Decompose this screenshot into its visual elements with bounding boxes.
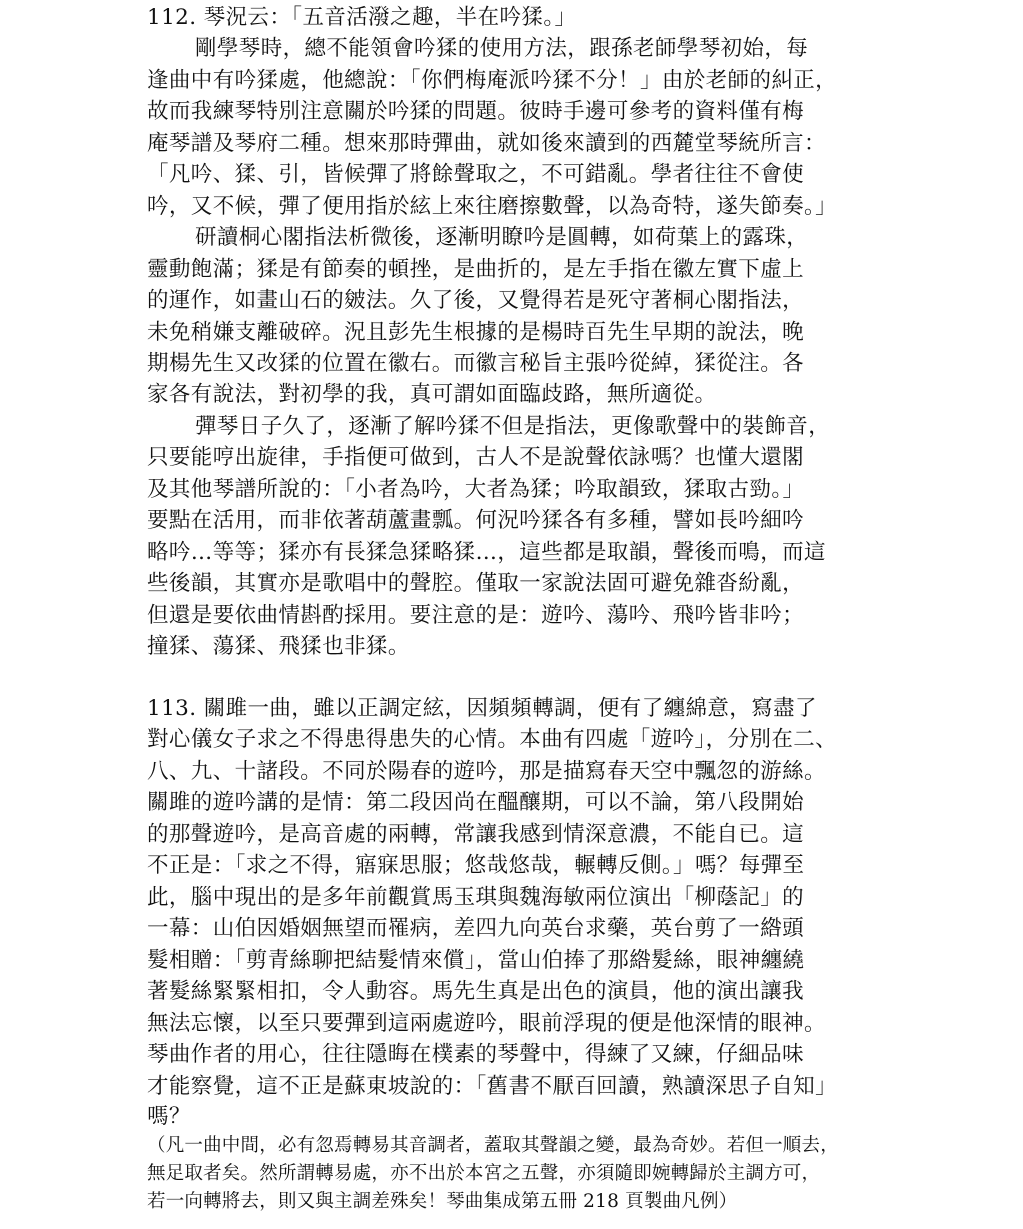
paragraph-line: 未免稍嫌支離破碎。況且彭先生根據的是楊時百先生早期的說法，晚 xyxy=(147,320,805,345)
note-line: 無足取者矣。然所謂轉易處，亦不出於本宮之五聲，亦須隨即婉轉歸於主調方可， xyxy=(147,1163,821,1184)
paragraph-line: 才能察覺，這不正是蘇東坡說的：「舊書不厭百回讀，熟讀深思子自知」 xyxy=(147,1074,838,1099)
paragraph-line: 些後韻，其實亦是歌唱中的聲腔。僅取一家說法固可避免雜沓紛亂， xyxy=(147,571,805,596)
paragraph-line: 庵琴譜及琴府二種。想來那時彈曲，就如後來讀到的西麓堂琴統所言： xyxy=(147,131,826,156)
paragraph-line: 的那聲遊吟，是高音處的兩轉，常讓我感到情深意濃，不能自已。這 xyxy=(147,822,805,847)
paragraph-line: 對心儀女子求之不得患得患失的心情。本曲有四處「遊吟」，分別在二、 xyxy=(147,727,838,752)
paragraph-line: 要點在活用，而非依著葫蘆畫瓢。何況吟猱各有多種，譬如長吟細吟 xyxy=(147,508,805,533)
section-112-heading: 112. 琴況云：「五音活潑之趣，半在吟猱。」 xyxy=(147,5,577,30)
paragraph-line: 關雎的遊吟講的是情：第二段因尚在醞釀期，可以不論，第八段開始 xyxy=(147,790,805,815)
paragraph-line: 家各有說法，對初學的我，真可謂如面臨歧路，無所適從。 xyxy=(147,382,717,407)
paragraph-line: 無法忘懷，以至只要彈到這兩處遊吟，眼前浮現的便是他深情的眼神。 xyxy=(147,1011,826,1036)
paragraph-line: 八、九、十諸段。不同於陽春的遊吟，那是描寫春天空中飄忽的游絲。 xyxy=(147,759,826,784)
paragraph-line: 靈動飽滿；猱是有節奏的頓挫，是曲折的，是左手指在徽左實下虛上 xyxy=(147,257,805,282)
paragraph-line: 琴曲作者的用心，往往隱晦在樸素的琴聲中，得練了又練，仔細品味 xyxy=(147,1042,805,1067)
paragraph-line: 期楊先生又改猱的位置在徽右。而徽言秘旨主張吟從綽，猱從注。各 xyxy=(147,351,805,376)
paragraph-line: 此，腦中現出的是多年前觀賞馬玉琪與魏海敏兩位演出「柳蔭記」的 xyxy=(147,885,805,910)
note-line: 若一向轉將去，則又與主調差殊矣！琴曲集成第五冊 218 頁製曲凡例） xyxy=(147,1191,738,1212)
paragraph-line: 「凡吟、猱、引，皆候彈了將餘聲取之，不可錯亂。學者往往不會使 xyxy=(147,162,805,187)
paragraph-line: 撞猱、蕩猱、飛猱也非猱。 xyxy=(147,634,410,659)
paragraph-line: 故而我練琴特別注意關於吟猱的問題。彼時手邊可參考的資料僅有梅 xyxy=(147,99,805,124)
paragraph-line: 髮相贈：「剪青絲聊把結髮情來償」，當山伯捧了那綹髮絲，眼神纏繞 xyxy=(147,948,805,973)
paragraph-line: 吟，又不候，彈了便用指於絃上來往磨擦數聲，以為奇特，遂失節奏。」 xyxy=(147,194,838,219)
paragraph-line: 著髮絲緊緊相扣，令人動容。馬先生真是出色的演員，他的演出讓我 xyxy=(147,979,805,1004)
paragraph-line: 只要能哼出旋律，手指便可做到，古人不是說聲依詠嗎？也懂大還閣 xyxy=(147,445,805,470)
paragraph-line: 略吟…等等；猱亦有長猱急猱略猱…，這些都是取韻，聲後而鳴，而這 xyxy=(147,540,826,565)
paragraph-line: 及其他琴譜所說的：「小者為吟，大者為猱；吟取韻致，猱取古勁。」 xyxy=(147,477,805,502)
paragraph-line: 剛學琴時，總不能領會吟猱的使用方法，跟孫老師學琴初始，每 xyxy=(195,36,809,61)
paragraph-line: 一幕：山伯因婚姻無望而罹病，差四九向英台求藥，英台剪了一綹頭 xyxy=(147,916,805,941)
paragraph-line: 彈琴日子久了，逐漸了解吟猱不但是指法，更像歌聲中的裝飾音， xyxy=(195,414,831,439)
paragraph-line: 但還是要依曲情斟酌採用。要注意的是：遊吟、蕩吟、飛吟皆非吟； xyxy=(147,603,805,628)
paragraph-line: 嗎？ xyxy=(147,1104,191,1129)
paragraph-line: 研讀桐心閣指法析微後，逐漸明瞭吟是圓轉，如荷葉上的露珠， xyxy=(195,225,809,250)
paragraph-line: 逢曲中有吟猱處，他總說：「你們梅庵派吟猱不分！」由於老師的糾正， xyxy=(147,68,838,93)
paragraph-line: 不正是：「求之不得，寤寐思服；悠哉悠哉，輾轉反側。」嗎？每彈至 xyxy=(147,853,805,878)
section-113-line: 113. 關雎一曲，雖以正調定絃，因頻頻轉調，便有了纏綿意，寫盡了 xyxy=(147,696,817,721)
note-line: （凡一曲中間，必有忽焉轉易其音調者，蓋取其聲韻之變，最為奇妙。若但一順去， xyxy=(147,1135,839,1156)
paragraph-line: 的運作，如畫山石的皴法。久了後，又覺得若是死守著桐心閣指法， xyxy=(147,288,805,313)
